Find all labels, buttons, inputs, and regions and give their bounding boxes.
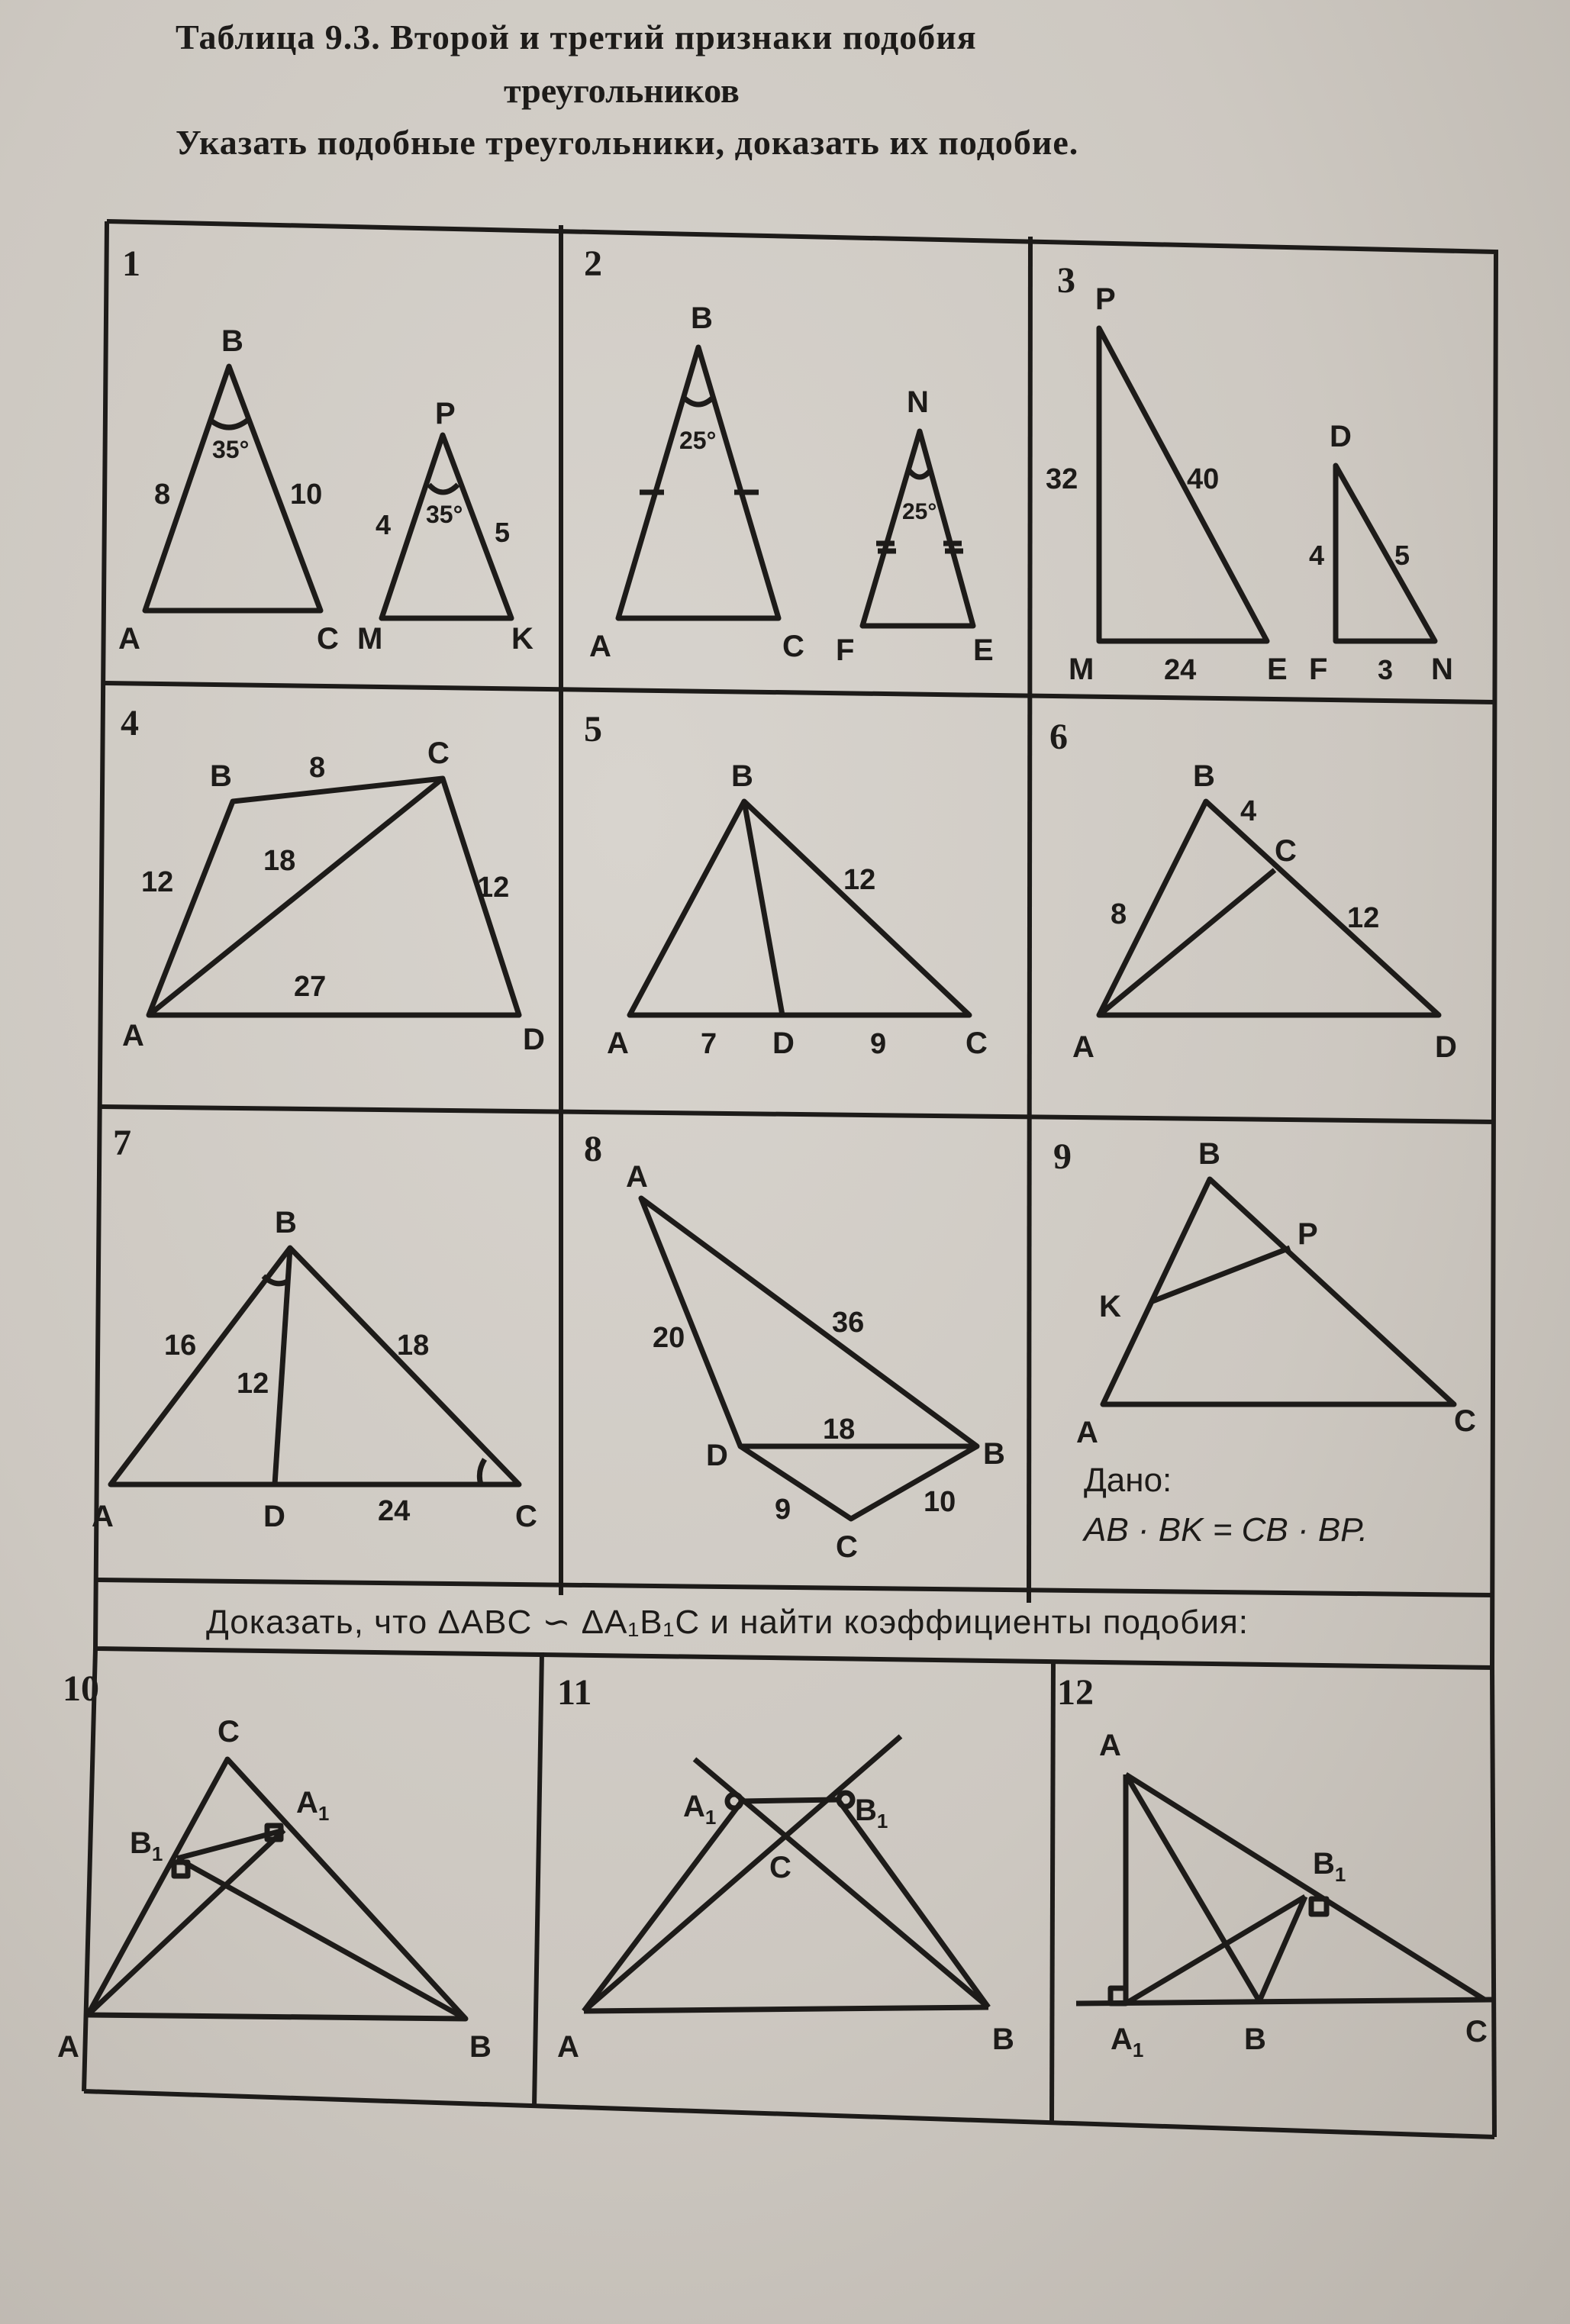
p3-side-pm: 32 xyxy=(1046,463,1078,495)
p4-side-bc: 8 xyxy=(309,752,326,784)
p1-label-M: M xyxy=(357,622,383,656)
p1-side-bc: 10 xyxy=(290,479,323,511)
p8-seg-db: 18 xyxy=(823,1413,856,1446)
problem-7-figure xyxy=(92,1191,561,1549)
prove-instruction: Доказать, что ΔABC ∽ ΔA₁B₁C и найти коэффициенты подобия: xyxy=(206,1604,1249,1641)
problem-5-number: 5 xyxy=(584,709,602,749)
p7-side-ab: 16 xyxy=(164,1330,197,1362)
p6-label-B: B xyxy=(1193,759,1215,793)
p9-label-K: K xyxy=(1099,1290,1121,1323)
p9-label-A: A xyxy=(1076,1416,1098,1449)
problem-1-figure xyxy=(107,305,565,672)
p2-label-E: E xyxy=(973,633,994,667)
problem-2-figure xyxy=(565,298,1030,679)
p10-label-B1: $B_1$ xyxy=(130,1826,163,1865)
problem-7-number: 7 xyxy=(113,1123,131,1163)
p12-label-B: B xyxy=(1244,2023,1266,2056)
p2-label-A: A xyxy=(589,630,611,663)
p7-height-bd: 12 xyxy=(237,1368,269,1400)
p4-side-ab: 12 xyxy=(141,866,174,898)
p2-label-F: F xyxy=(836,633,855,667)
problem-6-number: 6 xyxy=(1049,717,1068,757)
p11-label-A1: $A_1$ xyxy=(683,1790,717,1829)
p1-label-A: A xyxy=(118,622,140,656)
p5-seg-ad: 7 xyxy=(701,1028,717,1060)
table-title-continued: треугольников xyxy=(504,71,740,110)
p8-seg-dc: 9 xyxy=(775,1494,791,1526)
p12-label-C: C xyxy=(1465,2015,1488,2048)
p7-label-B: B xyxy=(275,1206,297,1239)
p2-label-N: N xyxy=(907,385,929,419)
p6-label-C: C xyxy=(1275,834,1297,868)
p8-side-ad: 20 xyxy=(653,1322,685,1354)
p7-label-C: C xyxy=(515,1500,537,1533)
p8-label-C: C xyxy=(836,1530,858,1564)
p9-label-P: P xyxy=(1298,1217,1318,1251)
p3-side-df: 4 xyxy=(1309,540,1325,571)
problem-2-number: 2 xyxy=(584,243,602,284)
problem-5-figure xyxy=(565,748,1030,1069)
p6-side-ab: 8 xyxy=(1111,898,1127,930)
problem-4-number: 4 xyxy=(121,703,139,743)
p4-diag-ac: 18 xyxy=(263,845,296,877)
problem-4-figure xyxy=(107,725,565,1069)
p2-label-C: C xyxy=(782,630,804,663)
p7-seg-dc: 24 xyxy=(378,1495,411,1527)
p11-label-C: C xyxy=(769,1851,791,1884)
p3-side-me: 24 xyxy=(1164,654,1197,686)
p5-seg-dc: 9 xyxy=(870,1028,887,1060)
p10-label-B: B xyxy=(469,2030,492,2064)
p1-angle-P: 35° xyxy=(426,501,463,528)
p11-label-A: A xyxy=(557,2030,579,2064)
p6-seg-cd: 12 xyxy=(1347,902,1380,934)
p1-label-C: C xyxy=(317,622,339,656)
problem-6-figure xyxy=(1034,748,1492,1076)
p9-label-B: B xyxy=(1198,1137,1220,1171)
problem-12-number: 12 xyxy=(1057,1672,1094,1713)
p3-side-dn: 5 xyxy=(1394,540,1410,571)
p2-angle-N: 25° xyxy=(902,499,937,524)
p1-label-P: P xyxy=(435,397,456,430)
p10-label-C: C xyxy=(218,1715,240,1749)
problem-11-number: 11 xyxy=(557,1672,592,1713)
p3-label-N: N xyxy=(1431,653,1453,686)
p1-side-pk: 5 xyxy=(495,517,511,548)
problem-8-number: 8 xyxy=(584,1129,602,1169)
problem-11-figure xyxy=(542,1710,1053,2091)
p5-label-D: D xyxy=(772,1027,795,1060)
p4-label-B: B xyxy=(210,759,232,793)
p5-label-B: B xyxy=(731,759,753,793)
p5-label-C: C xyxy=(966,1027,988,1060)
p3-side-pe: 40 xyxy=(1187,463,1220,495)
p11-label-B1: $B_1$ xyxy=(855,1794,888,1832)
p8-side-ab: 36 xyxy=(832,1307,865,1339)
p4-label-C: C xyxy=(427,737,450,770)
p1-angle-B: 35° xyxy=(212,436,250,463)
p12-label-A: A xyxy=(1099,1729,1121,1762)
problem-9-number: 9 xyxy=(1053,1136,1072,1177)
p6-label-D: D xyxy=(1435,1030,1457,1064)
p9-given-title: Дано: xyxy=(1084,1462,1172,1499)
p3-label-F: F xyxy=(1309,653,1328,686)
p5-label-A: A xyxy=(607,1027,629,1060)
p4-side-cd: 12 xyxy=(477,872,510,904)
p7-label-D: D xyxy=(263,1500,285,1533)
p12-label-B1: $B_1$ xyxy=(1313,1847,1346,1886)
problem-8-figure xyxy=(565,1145,1030,1572)
problem-3-figure xyxy=(1038,275,1496,687)
problem-10-figure xyxy=(53,1710,534,2084)
p8-label-A: A xyxy=(626,1160,648,1194)
p1-label-K: K xyxy=(511,622,534,656)
p10-label-A1: $A_1$ xyxy=(296,1786,330,1825)
problem-9-figure xyxy=(1038,1137,1492,1450)
problem-3-number: 3 xyxy=(1057,260,1075,301)
p11-label-B: B xyxy=(992,2023,1014,2056)
p6-seg-bc: 4 xyxy=(1240,795,1257,827)
p3-side-fn: 3 xyxy=(1378,654,1394,685)
table-title: Таблица 9.3. Второй и третий признаки подобия xyxy=(176,18,977,56)
p12-label-A1: $A_1$ xyxy=(1111,2023,1144,2061)
p1-label-B: B xyxy=(221,324,243,358)
p9-label-C: C xyxy=(1454,1404,1476,1438)
p6-label-A: A xyxy=(1072,1030,1094,1064)
p8-label-B: B xyxy=(983,1437,1005,1471)
problem-1-number: 1 xyxy=(122,243,140,284)
p3-label-E: E xyxy=(1267,653,1288,686)
p8-seg-cb: 10 xyxy=(924,1486,956,1518)
p7-side-bc: 18 xyxy=(397,1330,430,1362)
p2-angle-B: 25° xyxy=(679,427,717,454)
p4-label-A: A xyxy=(122,1019,144,1052)
problem-12-figure xyxy=(1053,1717,1492,2099)
p7-label-A: A xyxy=(92,1500,114,1533)
p5-side-bc: 12 xyxy=(843,864,876,896)
problem-10-number: 10 xyxy=(63,1668,99,1709)
p3-label-P: P xyxy=(1095,282,1116,316)
p1-side-mp: 4 xyxy=(376,509,392,540)
p2-label-B: B xyxy=(691,301,713,335)
p4-side-ad: 27 xyxy=(294,971,327,1003)
p3-label-M: M xyxy=(1069,653,1094,686)
p8-label-D: D xyxy=(706,1439,728,1472)
p9-given-condition: AB · BK = CB · BP. xyxy=(1084,1511,1369,1549)
p3-label-D: D xyxy=(1330,420,1352,453)
p1-side-ab: 8 xyxy=(154,479,171,511)
instruction-text: Указать подобные треугольники, доказать их подобие. xyxy=(176,123,1079,162)
p10-label-A: A xyxy=(57,2030,79,2064)
p4-label-D: D xyxy=(523,1023,545,1056)
